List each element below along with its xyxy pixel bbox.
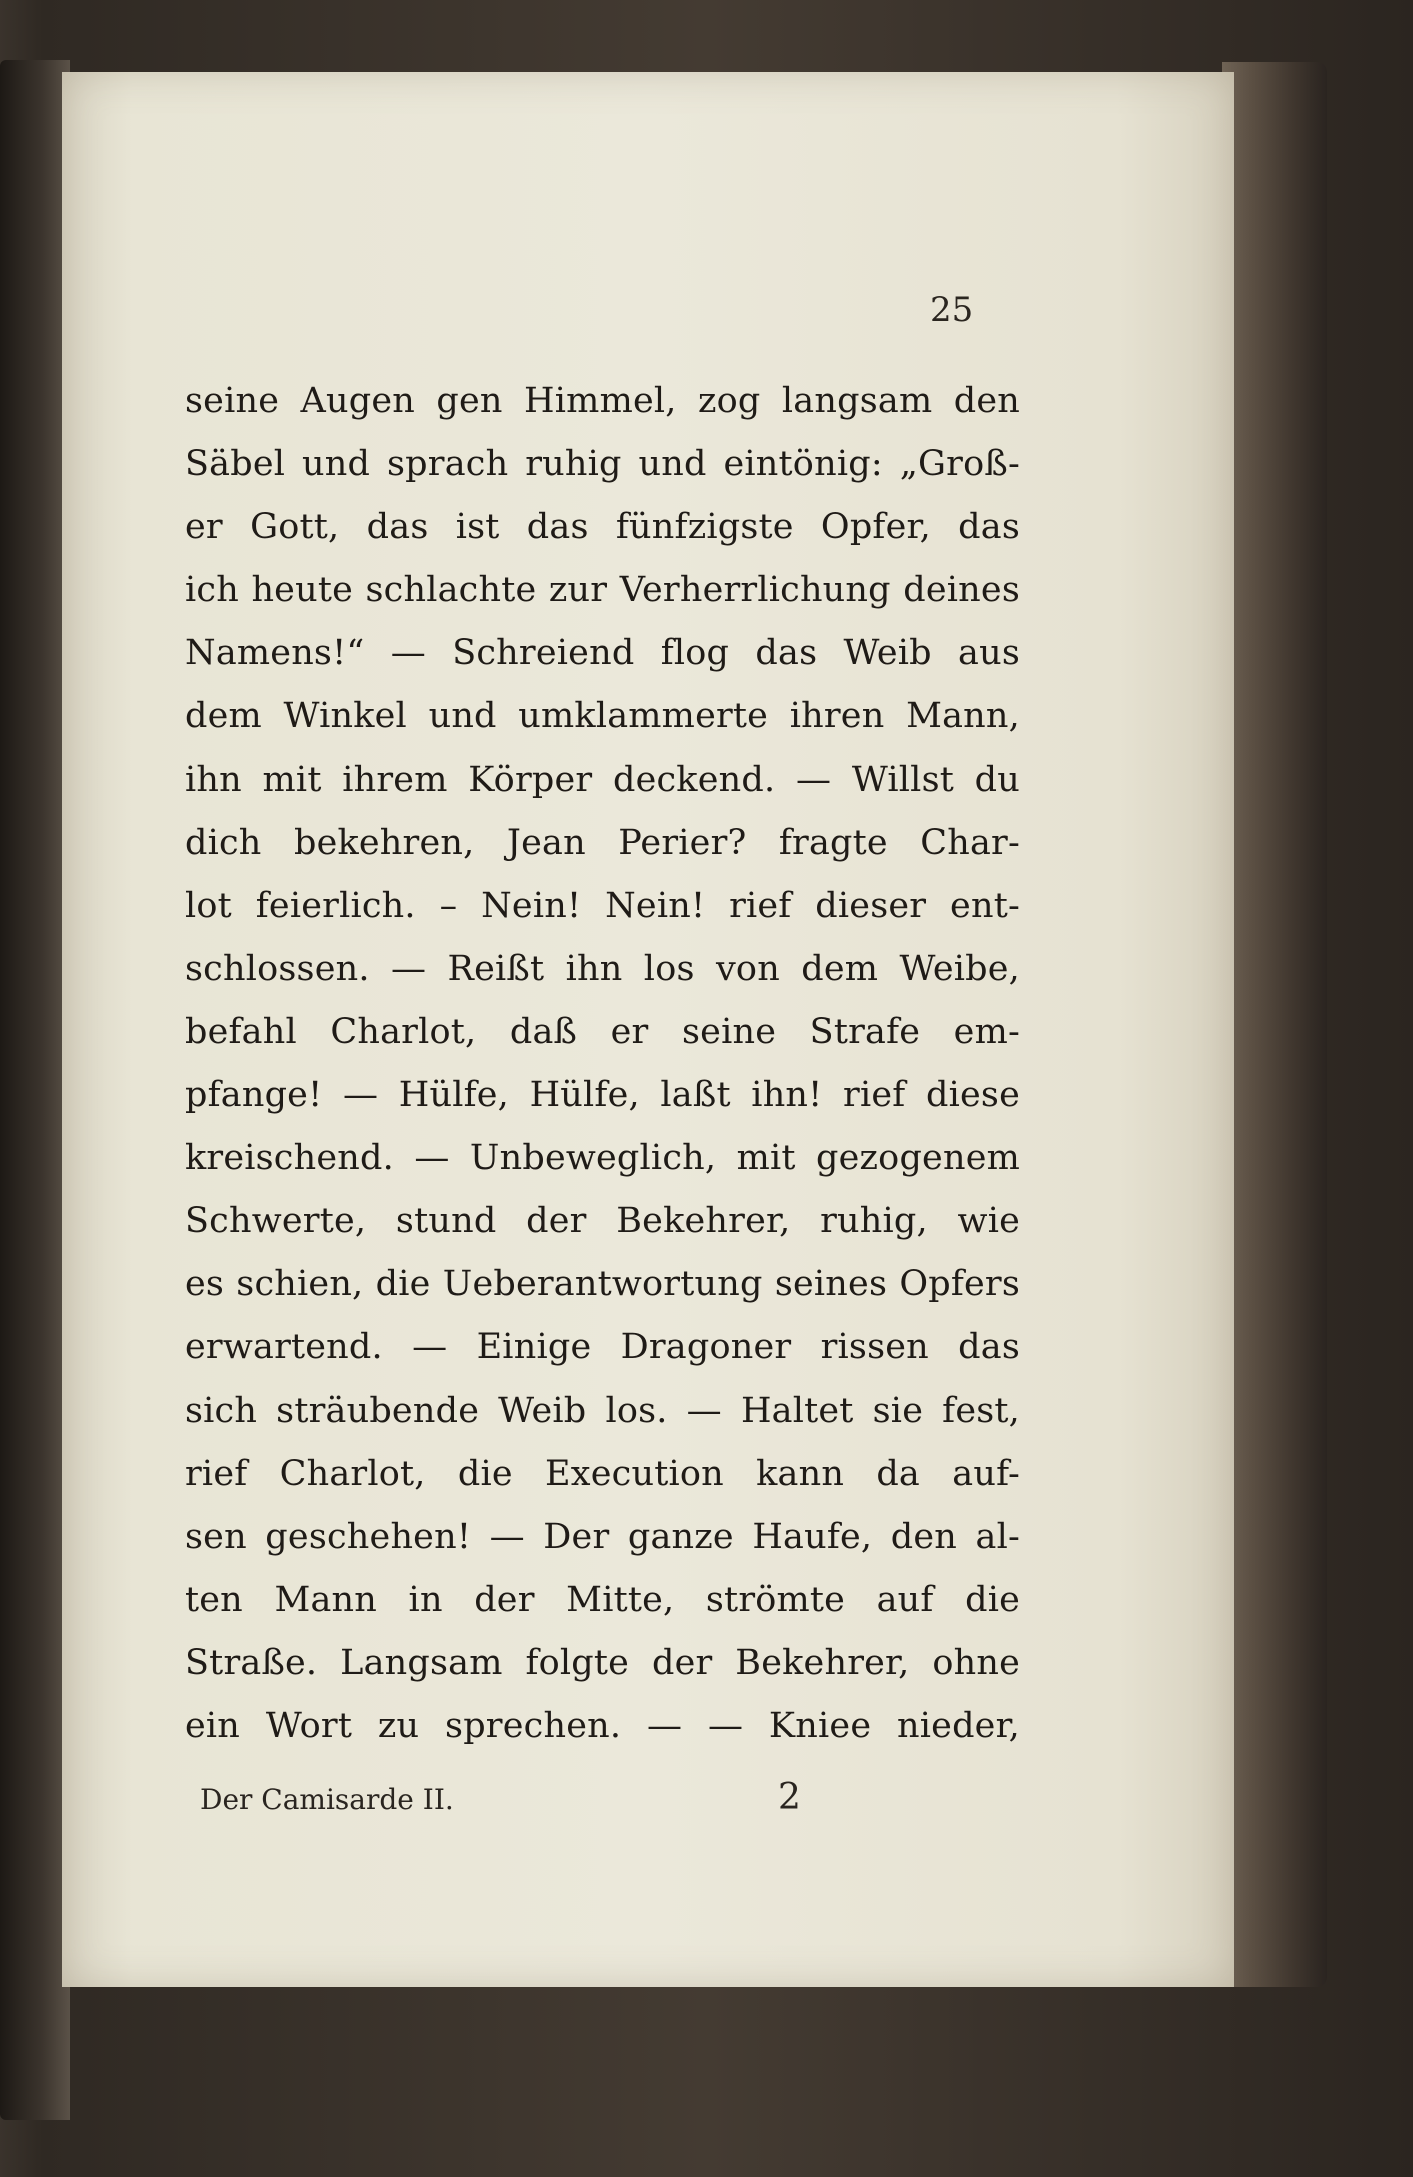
text-line-4: ich heute schlachte zur Verherrlichung deines [185, 570, 1020, 611]
book-cover-right [1222, 62, 1327, 1987]
printer-signature: Der Camisarde II. [200, 1783, 454, 1816]
text-line-14: Schwerte, stund der Bekehrer, ruhig, wie [185, 1201, 1020, 1242]
text-line-11: befahl Charlot, daß er seine Strafe em- [185, 1011, 1020, 1052]
text-line-7: ihn mit ihrem Körper deckend. — Willst du [185, 759, 1020, 800]
text-line-21: Straße. Langsam folgte der Bekehrer, ohne [185, 1642, 1020, 1683]
text-line-1: seine Augen gen Himmel, zog langsam den [185, 381, 1020, 421]
book-cover-left [0, 60, 70, 2120]
text-line-16: erwartend. — Einige Dragoner rissen das [185, 1327, 1020, 1368]
text-line-19: sen geschehen! — Der ganze Haufe, den al- [185, 1516, 1020, 1557]
text-line-3: er Gott, das ist das fünfzigste Opfer, das [185, 507, 1020, 548]
text-line-8: dich bekehren, Jean Perier? fragte Char- [185, 822, 1020, 863]
text-line-12: pfange! — Hülfe, Hülfe, laßt ihn! rief diese [185, 1075, 1020, 1116]
text-line-18: rief Charlot, die Execution kann da auf- [185, 1453, 1020, 1494]
text-line-2: Säbel und sprach ruhig und eintönig: „Groß- [185, 444, 1020, 485]
text-line-10: schlossen. — Reißt ihn los von dem Weibe, [185, 948, 1020, 989]
body-text [185, 370, 1020, 1758]
page-footer [200, 1777, 820, 1833]
text-line-13: kreischend. — Unbeweglich, mit gezogenem [185, 1138, 1020, 1179]
text-line-17: sich sträubende Weib los. — Haltet sie fest, [185, 1390, 1020, 1431]
text-line-5: Namens!“ — Schreiend flog das Weib aus [185, 633, 1020, 674]
text-line-6: dem Winkel und umklammerte ihren Mann, [185, 696, 1020, 737]
text-line-9: lot feierlich. – Nein! Nein! rief dieser ent- [185, 885, 1020, 926]
signature-mark: 2 [778, 1777, 801, 1818]
text-line-22: ein Wort zu sprechen. — — Kniee nieder, [185, 1705, 1020, 1746]
text-line-15: es schien, die Ueberantwortung seines Opfers [185, 1264, 1020, 1305]
page-number: 25 [930, 290, 974, 330]
text-line-20: ten Mann in der Mitte, strömte auf die [185, 1579, 1020, 1620]
